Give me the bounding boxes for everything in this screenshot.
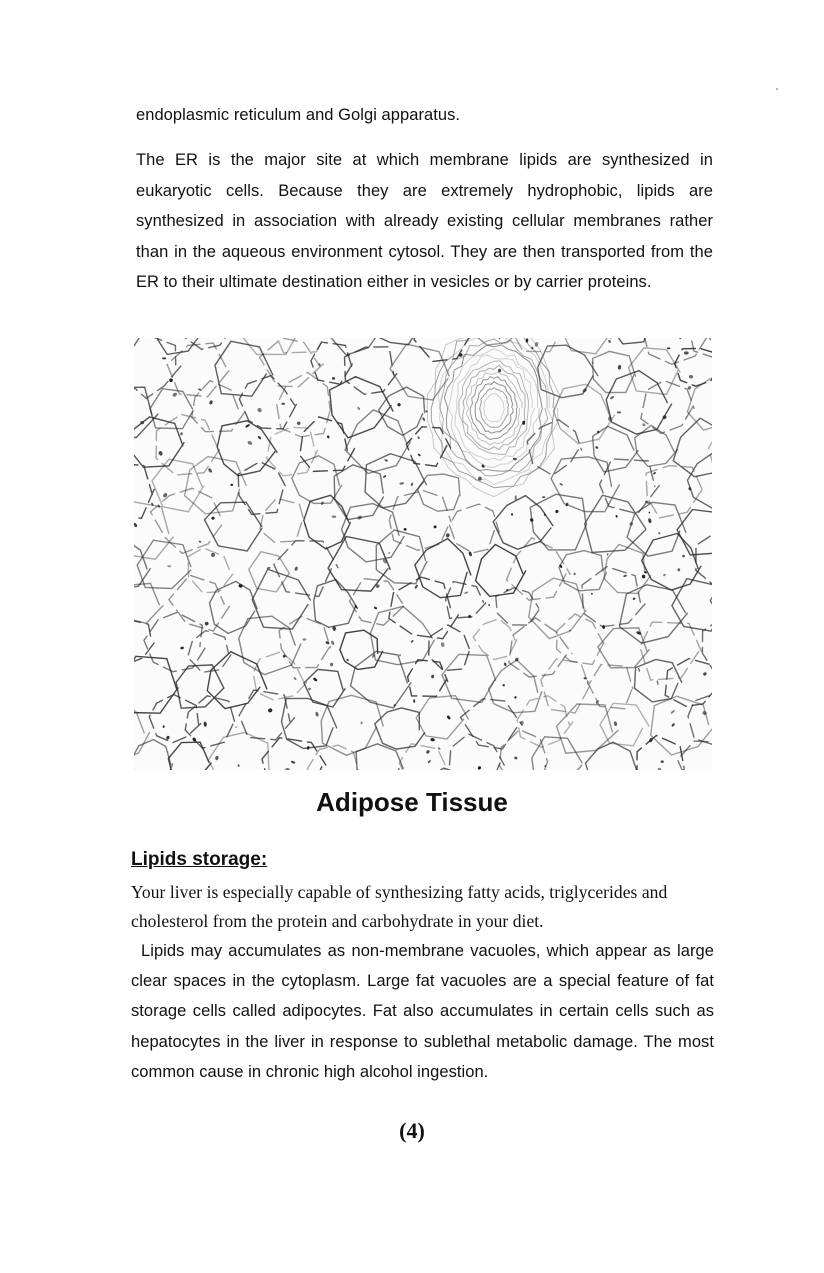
paragraph-vacuoles: Lipids may accumulates as non-membrane vacuoles, which appear as large clear spaces in the cytoplasm. Large fat vacuoles are a special feature of fat storage cells called adipocytes. Fat also accumulates in certain cells such as hepatocytes in the liver in response to sublethal metabolic damage. The most common cause in chronic high alcohol ingestion.: [131, 942, 714, 1081]
section-heading: Lipids storage:: [131, 849, 268, 870]
paragraph-liver: Your liver is especially capable of synthesizing fatty acids, triglycerides and cholesterol from the protein and carbohydrate in your diet.: [131, 882, 668, 931]
page-number: (4): [399, 1118, 425, 1143]
paragraph-continuation: endoplasmic reticulum and Golgi apparatus.: [136, 106, 461, 124]
cell-nucleus: [163, 725, 165, 728]
paragraph-er-lipid-synthesis: The ER is the major site at which membrane lipids are synthesized in eukaryotic cells. Because they are extremely hydrophobic, lipids are synthesized in association with already existing cellular membranes rather than in the aqueous environment cytosol. They are then transported from the ER to their ultimate destination either in vesicles or by carrier proteins.: [136, 151, 713, 291]
adipose-tissue-micrograph: [134, 338, 712, 770]
scan-speck: [776, 88, 778, 90]
figure-title: Adipose Tissue: [316, 787, 508, 817]
tissue-drawing: [134, 338, 712, 770]
